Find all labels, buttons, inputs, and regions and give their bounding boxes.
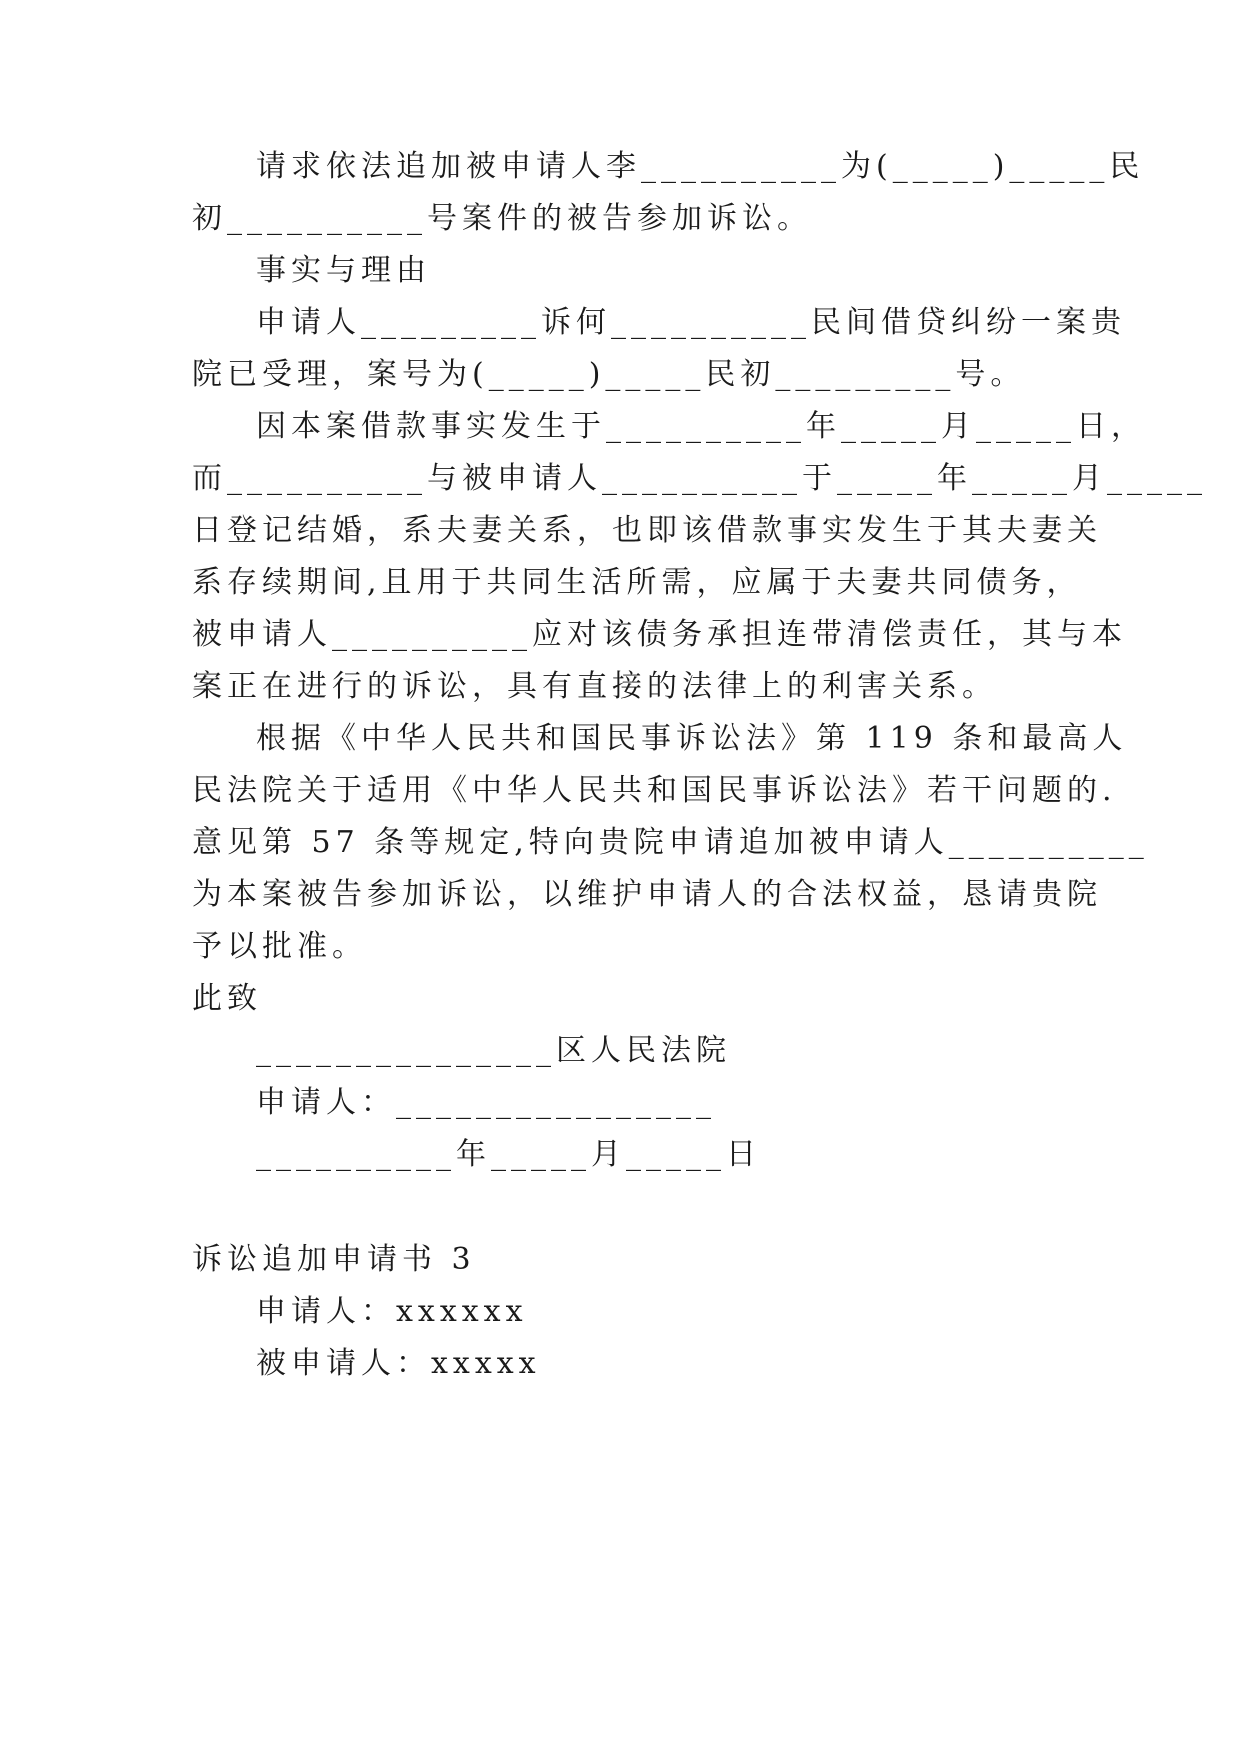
paragraph2-line-6: 案正在进行的诉讼，具有直接的法律上的利害关系。 (192, 669, 997, 704)
paragraph3-line-4: 为本案被告参加诉讼，以维护申请人的合法权益，恳请贵院 (192, 877, 1102, 912)
section-applicant: 申请人：xxxxxx (256, 1294, 528, 1329)
paragraph3-line-1: 根据《中华人民共和国民事诉讼法》第 119 条和最高人 (256, 721, 1128, 756)
section-title: 诉讼追加申请书 3 (192, 1242, 476, 1277)
section-respondent: 被申请人：xxxxx (256, 1346, 541, 1381)
court-name: _______________区人民法院 (256, 1033, 731, 1068)
applicant-signature: 申请人：________________ (256, 1085, 716, 1120)
request-line-2: 初__________号案件的被告参加诉讼。 (192, 201, 812, 236)
paragraph2-line-2: 而__________与被申请人__________于_____年_____月_____ (192, 461, 1207, 496)
paragraph1-line-2: 院已受理，案号为(_____)_____民初_________号。 (192, 357, 1026, 392)
closing-salutation: 此致 (192, 981, 262, 1016)
signature-date: __________年_____月_____日 (256, 1137, 761, 1172)
paragraph3-line-5: 予以批准。 (192, 929, 367, 964)
paragraph2-line-1: 因本案借款事实发生于__________年_____月_____日， (256, 409, 1146, 444)
paragraph2-line-4: 系存续期间,且用于共同生活所需，应属于夫妻共同债务， (192, 565, 1082, 600)
paragraph3-line-3: 意见第 57 条等规定,特向贵院申请追加被申请人__________ (192, 825, 1149, 860)
paragraph3-line-2: 民法院关于适用《中华人民共和国民事诉讼法》若干问题的. (192, 773, 1117, 808)
paragraph2-line-5: 被申请人__________应对该债务承担连带清偿责任，其与本 (192, 617, 1127, 652)
request-line-1: 请求依法追加被申请人李__________为(_____)_____民 (256, 149, 1145, 184)
paragraph2-line-3: 日登记结婚，系夫妻关系，也即该借款事实发生于其夫妻关 (192, 513, 1102, 548)
facts-heading: 事实与理由 (256, 253, 431, 288)
paragraph1-line-1: 申请人_________诉何__________民间借贷纠纷一案贵 (256, 305, 1126, 340)
